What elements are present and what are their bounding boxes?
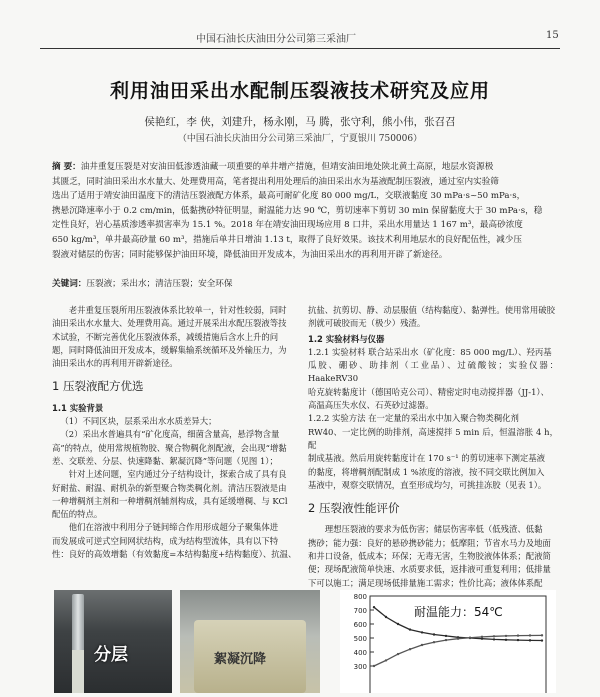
series-point [541,634,543,636]
photo-layering [54,590,172,693]
photo-label-flocculation: 絮凝沉降 [214,652,267,667]
author-list: 侯艳红，李 侠，刘建升，杨永刚，马 腾，张守利，熊小伟，张召召 [144,116,456,128]
subsection-1-1-heading: 1.1 实验背景 [52,402,104,413]
series-point [409,648,411,650]
running-header: 中国石油长庆油田分公司第三采油厂 [196,34,356,45]
series-point [505,635,507,637]
abstract-line: 其匮乏，同时油田采出水水量大、处理费用高，笔者提出利用处理后的油田采出水为基液配制压裂液，通过室内实验筛 [52,176,499,187]
section-2-heading: 2 压裂液性能评价 [308,501,400,516]
y-tick-label: 500 [353,635,367,643]
performance-text: 理想压裂液的要求为低伤害；储层伤害率低（低残渣、低黏 携砂；能力强：良好的悬砂携砂能力；低摩阻；节省水马力及地面 和井口设备，低成本；环保；无毒无害，生物胶液体体系；配液简 便；现场配液简单快速、水质要求低，返排液可重复利用；低排量 下可以施工；满足现场低排量施工需求；性价比高；液体体系配 [308,524,551,588]
abstract-line: 携悬沉降速率小于 0.2 cm/min，低黏携砂特征明显，耐温能力达 90 ℃，剪切速率下剪切 30 min 保留黏度大于 30 mPa·s，稳 [52,205,543,216]
background-text: （1）不同区块，层系采出水水质差异大； （2）采出水普遍具有“矿化度高，细菌含量高，悬浮物含量 高”的特点，使用常规植物胶、聚合物稠化剂配液，会出现“增黏 差、交联差、分层、快速降黏、絮凝沉降”等问题（见图 1）； 针对上述问题，室内通过分子结构设计，探索合成了具有良 好耐盐、耐温、耐机杂的新型聚合物类稠化剂。清洁压裂液是由 一种增稠剂主剂和一种增稠剂辅剂构成，具有延缓增稠、与 KCl 配伍的特点。 他们在溶液中利用分子链间缔合作用形成超分子聚集体进 而发展成可逆式空间网状结构，成为结构型流体，具有以下特 性：良好的高效增黏（有效黏度=本结构黏度+结构黏度）、抗温、 [52,416,297,560]
y-tick-label: 400 [353,649,367,657]
series-point [517,634,519,636]
chart-annotation: 耐温能力：54℃ [414,605,503,619]
abstract-line: 摘 要：油井重复压裂是对安油田低渗透油藏一项重要的单井增产措施，但靖安油田地处陕北黄土高原，地层水资源极 [52,162,494,172]
abstract-line: 选出了适用于靖安油田温度下的清洁压裂液配方体系，最高可耐矿化度 80 000 mg/L，交联液黏度 30 mPa·s~50 mPa·s， [52,191,526,202]
series-point [421,631,423,633]
page-number: 15 [546,30,559,41]
temperature-resistance-chart [340,590,556,693]
series-point [481,636,483,638]
series-point [445,635,447,637]
series-point [541,639,543,641]
series-point [493,635,495,637]
series-point [445,639,447,641]
abstract [52,160,550,262]
keywords-label: 关键词： [52,279,87,289]
series-point [529,634,531,636]
series-point [505,639,507,641]
y-tick-label: 700 [353,607,367,615]
intro-paragraph: 老井重复压裂所用压裂液体系比较单一，针对性较弱，同时 油田采出水水量大、处理费用高。通过开展采出水配压裂液等技 术试验，不断完善优化压裂液体系，减缓措施后含水上升的问 题，同时降低油田开发成本，缓解集输系统循环及外输压力，为 油田采出水的再利用开辟新途径。 [52,305,287,369]
test-tube-sediment [72,650,84,693]
header-rule [40,48,560,49]
keywords-text: 压裂液；采出水；清洁压裂；安全环保 [86,279,233,289]
abstract-line: 裂液对储层的伤害；同时能够保护油田环境，降低油田开发成本，为油田采出水的再利用开辟了新途径。 [52,249,448,260]
series-point [433,633,435,635]
photo-flocculation [180,590,320,693]
keywords [52,277,550,289]
abstract-label: 摘 要： [52,162,81,172]
series-point [385,616,387,618]
series-point [373,606,375,608]
series-point [397,653,399,655]
paper-title: 利用油田采出水配制压裂液技术研究及应用 [109,80,490,102]
series-point [493,638,495,640]
series-point [421,644,423,646]
abstract-line: 650 kg/m³，单井最高砂量 60 m³，措施后单井日增油 1.13 t，取得了良好效果。该技术利用地层水的良好配伍性，减少压 [52,234,522,245]
abstract-line: 定性良好，岩心基质渗透率损害率为 15.1 %。2018 年在靖安油田现场应用 8 口井，采出水用量达 1 167 m³，最高砂浓度 [52,220,523,231]
series-point [529,639,531,641]
series-point [457,638,459,640]
section-1-heading: 1 压裂液配方优选 [52,379,144,394]
y-tick-label: 600 [353,621,367,629]
right-column: 抗盐、抗剪切、静、动层服值（结构黏度）、黏弹性。使用常用破胶 剂就可破胶而无（极少）残渣。 1.2 实验材料与仪器 1.2.1 实验材料 联合站采出水（矿化度：85 000 mg/L）、羟丙基 瓜胶、硼砂、助排剂（工业品）、过硫酸铵；实验仪器：HaakeRV30 哈克旋转黏度计（德国哈克公司）、精密定时电动搅拌器（JJ-1）、 高温高压失水仪、石英砂过滤器。 1.2.2 实验方法 在一定量的采出水中加入聚合物类稠化剂 RW40、一定比例的助排剂，高速搅拌 5 min 后，恒温溶胀 4 h，配 制成基液。然后用旋转黏度计在 170 s⁻¹ 的剪切速率下测定基液 的黏度，将增稠剂配制成 1 %浓度的溶液，按不同交联比例加入 基液中，观察交联情况，直至形成均匀，可挑挂冻胶（见表 1）。 2 压裂液性能评价 理想压裂液的要求为低伤害；储层伤害率低（低残渣、低黏 携砂；能力强：良好的悬砂携砂能力；低摩阻；节省水马力及地面 和井口设备，低成本；环保；无毒无害，生物胶液体体系；配液简 便；现场配液简单快速、水质要求低，返排液可重复利用；低排量 下可以施工；满足现场低排量施工需求；性价比高；液体体系配 [308,304,558,590]
series-point [409,628,411,630]
series-point [517,639,519,641]
series-point [397,623,399,625]
subsection-1-2-heading: 1.2 实验材料与仪器 [308,333,385,344]
series-point [433,641,435,643]
materials-text: 1.2.1 实验材料 联合站采出水（矿化度：85 000 mg/L）、羟丙基 瓜胶、硼砂、助排剂（工业品）、过硫酸铵；实验仪器：HaakeRV30 哈克旋转黏度计（德国哈克公司）、精密定时电动搅拌器（JJ-1）、 高温高压失水仪、石英砂过滤器。 1.2.2 实验方法 在一定量的采出水中加入聚合物类稠化剂 RW40、一定比例的助排剂，高速搅拌 5 min 后，恒温溶胀 4 h，配 制成基液。然后用旋转黏度计在 170 s⁻¹ 的剪切速率下测定基液 的黏度，将增稠剂配制成 1 %浓度的溶液，按不同交联比例加入 基液中，观察交联情况，直至形成均匀，可挑挂冻胶（见表 1）。 [308,346,558,490]
left-column [52,304,302,561]
series-point [373,665,375,667]
y-tick-label: 800 [353,593,367,601]
y-tick-label: 300 [353,663,367,671]
series-point [385,659,387,661]
photo-label-layering: 分层 [94,645,128,665]
series-point [469,637,471,639]
chart-svg [340,590,556,693]
affiliation: （中国石油长庆油田分公司第三采油厂，宁夏银川 750006） [177,134,423,144]
